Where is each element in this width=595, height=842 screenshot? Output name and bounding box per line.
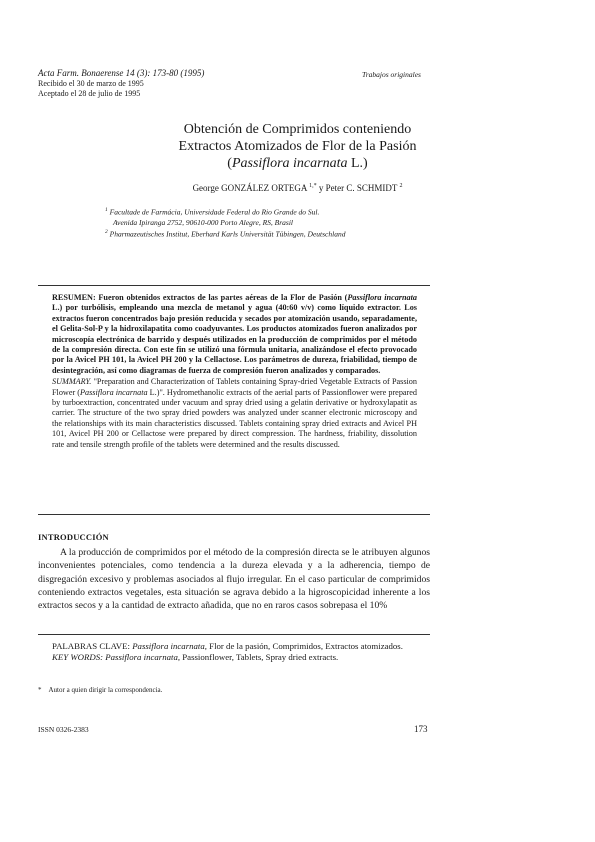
resumen-label: RESUMEN: <box>52 293 96 302</box>
section-tag: Trabajos originales <box>362 70 421 79</box>
keywords-es-label: PALABRAS CLAVE: <box>52 641 130 651</box>
author-1: George GONZÁLEZ ORTEGA <box>192 183 310 193</box>
aff-1-num: 1 <box>105 207 108 213</box>
aff-2-num: 2 <box>105 229 108 235</box>
summary-species: Passiflora incarnata <box>80 387 148 397</box>
aff-1-line-2: Avenida Ipiranga 2752, 90610-000 Porto Alegre, RS, Brasil <box>113 217 293 227</box>
title-line-2: Extractos Atomizados de Flor de la Pasión <box>178 139 417 154</box>
summary-label: SUMMARY. <box>52 377 92 387</box>
author-2: y Peter C. SCHMIDT <box>316 183 400 193</box>
journal-header <box>38 68 204 98</box>
aff-2-line-1: Pharmazeutisches Institut, Eberhard Karls Universität Tübingen, Deutschland <box>109 229 346 239</box>
title-line-3 <box>60 155 535 172</box>
intro-paragraph: A la producción de comprimidos por el método de la compresión directa se le atribuyen algunos inconvenientes potenciales, como tendencia a la dureza elevada y a la adherencia, tiempo de disgregación excesivo y problemas asociados al flujo irregular. En el caso particular de comprimidos conteniendo extractos vegetales, esta situación se agrava debido a la higroscopicidad inherente a los extractos secos y a la cantidad de extracto añadida, que no en raros casos sobrepasa el 10% <box>38 547 430 612</box>
issn: ISSN 0326-2383 <box>38 725 89 734</box>
title-tail: L.) <box>347 156 368 171</box>
keywords-es <box>52 641 430 652</box>
paper-title <box>60 121 535 172</box>
resumen-text-b: L.) por turbólisis, empleando una mezcla de metanol y agua (40:60 v/v) como líquido extractor. Los extractos fueron concentrados bajo presión reducida y secados por atomización usando, separadamente, el Gelita-Sol-P y la hidroxilapatita como coadyuvantes. Los productos atomizados fueron analizados por microscopía electrónica de barrido y después utilizados en la producción de comprimidos por el método de la compresión directa. Con este fin se utilizó una fórmula unitaria, analizándose el efecto provocado por la Avicel PH 101, la Avicel PH 200 y la Cellactose. Los parámetros de dureza, friabilidad, tiempo de desintegración, así como diagramas de fuerza de compresión fueron analizados y comparados. <box>52 303 417 375</box>
keywords-es-text: , Flor de la pasión, Comprimidos, Extractos atomizados. <box>204 641 403 651</box>
keywords-en-label: KEY WORDS: <box>52 652 104 662</box>
resumen-text-a: Fueron obtenidos extractos de las partes aéreas de la Flor de Pasión ( <box>95 293 348 302</box>
footnote <box>38 686 162 694</box>
keywords-es-species: Passiflora incarnata <box>132 641 205 651</box>
resumen-paragraph <box>52 293 417 376</box>
author-1-sup: 1,* <box>309 183 317 189</box>
received-date: Recibido el 30 de marzo de 1995 <box>38 79 144 88</box>
authors-line <box>60 183 535 193</box>
title-line-1: Obtención de Comprimidos conteniendo <box>183 122 412 137</box>
keywords-en-text: , Passionflower, Tablets, Spray dried extracts. <box>177 652 339 662</box>
abstract-top-rule <box>38 285 430 286</box>
footnote-text: Autor a quien dirigir la correspondencia. <box>48 686 163 694</box>
keywords-en <box>52 652 430 663</box>
keywords-en-species: Passiflora incarnata <box>105 652 178 662</box>
page-number: 173 <box>414 724 428 734</box>
journal-volume: 14 (3): 173-80 (1995) <box>123 68 205 78</box>
footnote-mark: * <box>38 686 42 694</box>
title-paren: ( <box>227 156 232 171</box>
aff-1-line-1: Facultade de Farmácia, Universidade Federal do Rio Grande do Sul. <box>109 207 320 217</box>
accepted-date: Aceptado el 28 de julio de 1995 <box>38 88 141 98</box>
title-species: Passiflora incarnata <box>231 156 348 171</box>
resumen-species: Passiflora incarnata <box>347 293 417 302</box>
affiliation-1 <box>105 205 505 228</box>
abstract-bottom-rule <box>38 514 430 515</box>
summary-text-a: "Preparation and Characterization of Tablets containing Spray-dried Vegetable Extracts of Passion Flower ( <box>52 377 417 397</box>
journal-name: Acta Farm. Bonaerense <box>38 68 124 78</box>
abstract-block <box>52 293 417 450</box>
summary-text-b: L.)". Hydromethanolic extracts of the aerial parts of Passionflower were prepared by turboextraction, concentrated under vacuum and spray dried using a gelatin derivative or hydroxylapatit as carrier. The structure of the two spray dried powders was analyzed under scanner electronic microscopy and the relationships with its main characteristics discussed. Tablets containing spray dried extracts and Avicel PH 101, Avicel PH 200 or Cellactose were prepared by direct compression. The hardness, friability, dissolution rate and tensile strength profile of the tablets were determined and the results discussed. <box>52 387 418 449</box>
keywords-block <box>52 641 430 663</box>
affiliation-2 <box>105 227 505 240</box>
section-heading-introduccion: INTRODUCCIÓN <box>38 532 109 542</box>
summary-paragraph <box>52 377 417 450</box>
keywords-rule <box>38 634 430 635</box>
author-2-sup: 2 <box>399 183 403 189</box>
